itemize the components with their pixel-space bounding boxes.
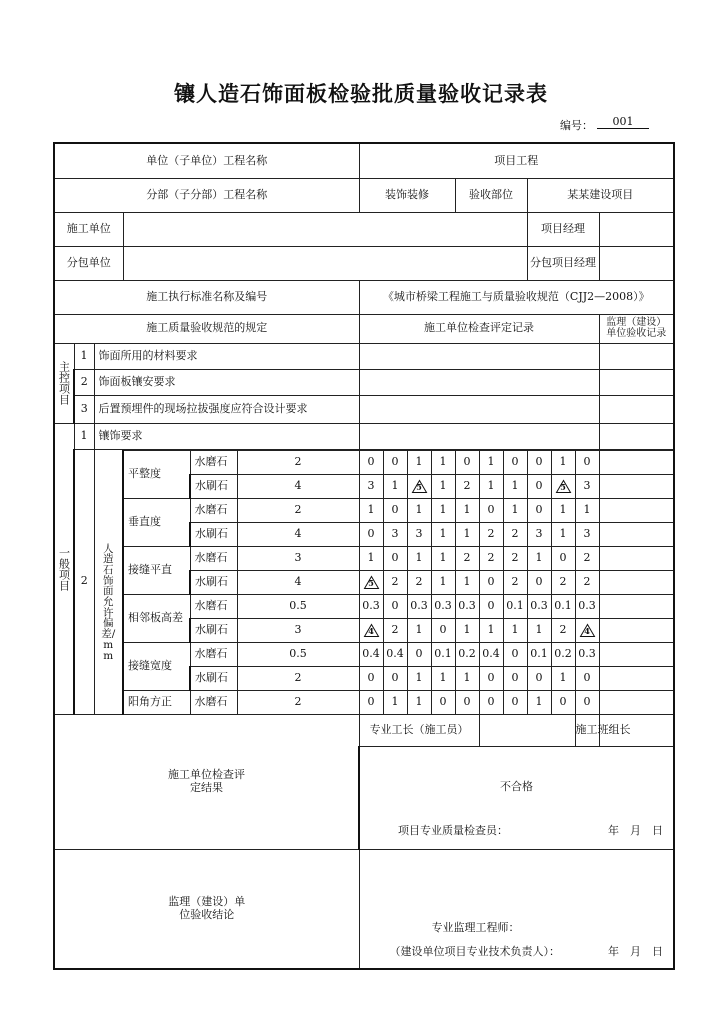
deviation-value: 1 <box>551 498 575 522</box>
deviation-value: 1 <box>431 522 455 546</box>
deviation-value: 5 <box>560 481 566 492</box>
deviation-supervision <box>599 450 674 474</box>
foreman-value <box>479 714 575 746</box>
warning-icon <box>556 480 571 493</box>
deviation-value: 0.4 <box>383 642 407 666</box>
deviation-value: 5 <box>368 577 374 588</box>
deviation-value: 3 <box>407 522 431 546</box>
pm-label: 项目经理 <box>527 212 599 246</box>
deviation-material: 水刷石 <box>190 474 237 498</box>
deviation-supervision <box>599 474 674 498</box>
deviation-value: 1 <box>383 690 407 714</box>
sub-name-label: 分部（子分部）工程名称 <box>54 178 359 212</box>
team-leader-text: 施工班组长 <box>575 722 631 736</box>
deviation-value: 2 <box>503 522 527 546</box>
deviation-value: 1 <box>359 498 383 522</box>
subcontractor-label: 分包单位 <box>54 246 123 280</box>
check-result-value: 不合格 <box>359 746 674 819</box>
deviation-value: 2 <box>575 570 599 594</box>
sub-pm-label: 分包项目经理 <box>527 246 599 280</box>
deviation-material: 水刷石 <box>190 522 237 546</box>
deviation-value: 1 <box>527 618 551 642</box>
deviation-value: 0.1 <box>503 594 527 618</box>
deviation-value: 1 <box>455 570 479 594</box>
deviation-allowance: 3 <box>237 546 359 570</box>
deviation-value: 2 <box>479 522 503 546</box>
general-item-1-supervision <box>599 423 674 449</box>
supervision-conclusion <box>359 849 674 969</box>
deviation-value: 0 <box>383 498 407 522</box>
deviation-value: 0.3 <box>575 594 599 618</box>
deviation-value: 0 <box>479 690 503 714</box>
deviation-supervision <box>599 642 674 666</box>
deviation-value: 0.4 <box>479 642 503 666</box>
general-item-1-text: 镶饰要求 <box>94 423 359 449</box>
deviation-supervision <box>599 570 674 594</box>
deviation-value: 0 <box>479 666 503 690</box>
deviation-value: 0 <box>383 450 407 474</box>
deviation-value: 3 <box>575 474 599 498</box>
deviation-value: 0.2 <box>551 642 575 666</box>
general-text: 一般项目 <box>57 546 71 591</box>
check-result-text: 施工单位检查评定结果 <box>168 767 246 794</box>
deviation-supervision <box>599 522 674 546</box>
deviation-value: 3 <box>575 522 599 546</box>
deviation-supervision <box>599 666 674 690</box>
supervision-label <box>54 849 359 969</box>
deviation-row <box>54 546 674 570</box>
deviation-value: 1 <box>407 450 431 474</box>
deviation-row <box>54 594 674 618</box>
main-item-2-no: 2 <box>74 369 94 395</box>
deviation-allowance: 3 <box>237 618 359 642</box>
deviation-value: 1 <box>455 666 479 690</box>
deviation-value: 2 <box>503 570 527 594</box>
deviation-value: 0 <box>479 594 503 618</box>
deviation-material: 水刷石 <box>190 618 237 642</box>
deviation-material: 水刷石 <box>190 666 237 690</box>
deviation-value: 1 <box>455 522 479 546</box>
contractor-label: 施工单位 <box>54 212 123 246</box>
deviation-value: 0 <box>383 666 407 690</box>
main-control-text: 主控项目 <box>57 361 71 405</box>
supervision-column-header <box>599 314 674 343</box>
deviation-value: 4 <box>368 625 374 636</box>
deviation-allowance: 2 <box>237 498 359 522</box>
main-item-3-supervision <box>599 395 674 423</box>
foreman-label: 专业工长（施工员） <box>359 714 479 746</box>
deviation-value-warning <box>359 618 383 642</box>
deviation-value: 0 <box>479 570 503 594</box>
general-item-1-no: 1 <box>74 423 94 449</box>
engineer-label: 专业监理工程师： <box>431 920 520 934</box>
deviation-value: 0 <box>527 474 551 498</box>
deviation-group: 相邻板高差 <box>123 594 190 642</box>
deviation-value: 0 <box>359 666 383 690</box>
deviation-group: 接缝宽度 <box>123 642 190 690</box>
deviation-value: 1 <box>527 546 551 570</box>
deviation-value-warning <box>575 618 599 642</box>
date-label-2: 年 月 日 <box>608 944 664 958</box>
subcontractor-value <box>123 246 527 280</box>
owner-label: （建设单位项目专业技术负责人）： <box>389 944 561 958</box>
warning-icon <box>364 576 379 589</box>
deviation-allowance: 4 <box>237 570 359 594</box>
deviation-value: 1 <box>551 522 575 546</box>
deviation-value: 1 <box>479 450 503 474</box>
deviation-value: 0 <box>575 666 599 690</box>
main-item-1-supervision <box>599 343 674 369</box>
deviation-material: 水磨石 <box>190 690 237 714</box>
deviation-value: 1 <box>431 666 455 690</box>
deviation-supervision <box>599 618 674 642</box>
deviation-value: 1 <box>407 690 431 714</box>
number-value: 001 <box>597 115 649 129</box>
deviation-value: 0.3 <box>359 594 383 618</box>
accept-part-label: 验收部位 <box>455 178 527 212</box>
page-title: 镶人造石饰面板检验批质量验收记录表 <box>174 82 548 106</box>
accept-part-value: 某某建设项目 <box>527 178 674 212</box>
main-item-1-text: 饰面所用的材料要求 <box>94 343 359 369</box>
deviation-value: 1 <box>407 618 431 642</box>
deviation-value: 1 <box>503 498 527 522</box>
deviation-value: 1 <box>407 498 431 522</box>
deviation-value: 0 <box>503 666 527 690</box>
deviation-value: 0 <box>527 450 551 474</box>
deviation-value: 1 <box>431 450 455 474</box>
deviation-value: 0 <box>383 594 407 618</box>
deviation-value: 1 <box>431 570 455 594</box>
supervision-header-line1: 监理（建设） <box>606 317 667 328</box>
deviation-allowance: 2 <box>237 450 359 474</box>
deviation-value: 0 <box>359 522 383 546</box>
main-item-2-text: 饰面板镶安要求 <box>94 369 359 395</box>
main-item-3-record <box>359 395 599 423</box>
main-item-3-no: 3 <box>74 395 94 423</box>
main-item-1-no: 1 <box>74 343 94 369</box>
general-label <box>54 423 74 714</box>
standard-value: 《城市桥梁工程施工与质量验收规范（CJJ2—2008）》 <box>359 280 674 314</box>
deviation-supervision <box>599 690 674 714</box>
deviation-value: 2 <box>455 546 479 570</box>
deviation-supervision <box>599 594 674 618</box>
deviation-value: 1 <box>431 498 455 522</box>
deviation-allowance: 4 <box>237 522 359 546</box>
deviation-value: 0 <box>503 450 527 474</box>
deviation-material: 水磨石 <box>190 642 237 666</box>
general-item-2-label <box>94 449 123 714</box>
deviation-value: 1 <box>575 498 599 522</box>
deviation-value: 0 <box>359 450 383 474</box>
deviation-value: 0 <box>479 498 503 522</box>
deviation-value: 0 <box>551 546 575 570</box>
deviation-value: 1 <box>455 498 479 522</box>
unit-name-label: 单位（子单位）工程名称 <box>54 143 359 178</box>
deviation-value: 0 <box>455 450 479 474</box>
deviation-value: 1 <box>503 474 527 498</box>
deviation-value: 0 <box>455 690 479 714</box>
deviation-value: 0 <box>575 450 599 474</box>
deviation-value: 2 <box>551 570 575 594</box>
warning-icon <box>412 480 427 493</box>
team-leader-label <box>575 714 631 746</box>
deviation-row <box>54 690 674 714</box>
deviation-value: 2 <box>407 570 431 594</box>
deviation-value: 0 <box>551 690 575 714</box>
deviation-value: 2 <box>383 618 407 642</box>
deviation-value-warning <box>551 474 575 498</box>
supervision-text: 监理（建设）单位验收结论 <box>168 894 246 921</box>
deviation-value: 2 <box>503 546 527 570</box>
deviation-value: 2 <box>479 546 503 570</box>
deviation-value: 1 <box>407 546 431 570</box>
deviation-value: 3 <box>527 522 551 546</box>
deviation-value: 1 <box>479 474 503 498</box>
deviation-supervision <box>599 498 674 522</box>
deviation-value: 2 <box>575 546 599 570</box>
general-item-1-record <box>359 423 599 449</box>
deviation-allowance: 2 <box>237 666 359 690</box>
deviation-material: 水刷石 <box>190 570 237 594</box>
deviation-value: 1 <box>359 546 383 570</box>
sub-pm-value <box>599 246 674 280</box>
deviation-material: 水磨石 <box>190 546 237 570</box>
deviation-value: 0 <box>359 690 383 714</box>
deviation-value: 0 <box>503 690 527 714</box>
deviation-value: 2 <box>455 474 479 498</box>
deviation-value: 4 <box>584 625 590 636</box>
deviation-value: 2 <box>383 570 407 594</box>
general-item-2-no: 2 <box>74 449 94 714</box>
deviation-supervision <box>599 546 674 570</box>
supervision-header-line2: 单位验收记录 <box>606 327 667 339</box>
deviation-material: 水磨石 <box>190 594 237 618</box>
spec-column-header: 施工质量验收规范的规定 <box>54 314 359 343</box>
deviation-value: 0 <box>575 690 599 714</box>
deviation-row <box>54 498 674 522</box>
deviation-value: 0.3 <box>407 594 431 618</box>
deviation-value: 3 <box>383 522 407 546</box>
deviation-value-warning <box>407 474 431 498</box>
main-control-label <box>54 343 74 423</box>
standard-label: 施工执行标准名称及编号 <box>54 280 359 314</box>
deviation-value: 2 <box>551 618 575 642</box>
date-label: 年 月 日 <box>608 823 664 837</box>
deviation-value: 3 <box>359 474 383 498</box>
check-result-label <box>54 714 359 849</box>
deviation-value: 0.2 <box>455 642 479 666</box>
pm-value <box>599 212 674 246</box>
deviation-material: 水磨石 <box>190 498 237 522</box>
deviation-value: 0.3 <box>575 642 599 666</box>
deviation-value: 1 <box>431 546 455 570</box>
deviation-allowance: 0.5 <box>237 642 359 666</box>
general-item-2-text: 人造石饰面允许偏差/mm <box>101 542 116 662</box>
inspector-row <box>359 819 674 850</box>
deviation-value: 0 <box>383 546 407 570</box>
deviation-value: 0 <box>527 666 551 690</box>
sub-name-value: 装饰装修 <box>359 178 455 212</box>
deviation-value: 0 <box>431 618 455 642</box>
deviation-allowance: 0.5 <box>237 594 359 618</box>
deviation-value: 1 <box>479 618 503 642</box>
deviation-value: 1 <box>551 666 575 690</box>
deviation-material: 水磨石 <box>190 450 237 474</box>
warning-icon <box>364 624 379 637</box>
deviation-value: 0.1 <box>431 642 455 666</box>
deviation-value-warning <box>359 570 383 594</box>
deviation-group: 垂直度 <box>123 498 190 546</box>
record-column-header: 施工单位检查评定记录 <box>359 314 599 343</box>
deviation-value: 0 <box>527 498 551 522</box>
deviation-value: 1 <box>455 618 479 642</box>
deviation-value: 0.1 <box>527 642 551 666</box>
unit-name-value: 项目工程 <box>359 143 674 178</box>
deviation-value: 0 <box>431 690 455 714</box>
deviation-allowance: 2 <box>237 690 359 714</box>
deviation-value: 1 <box>383 474 407 498</box>
deviation-allowance: 4 <box>237 474 359 498</box>
deviation-value: 1 <box>407 666 431 690</box>
deviation-value: 1 <box>431 474 455 498</box>
deviation-group: 阳角方正 <box>123 690 190 714</box>
deviation-row <box>54 642 674 666</box>
deviation-value: 0.1 <box>551 594 575 618</box>
deviation-value: 1 <box>551 450 575 474</box>
deviation-value: 0 <box>503 642 527 666</box>
deviation-value: 0.3 <box>431 594 455 618</box>
deviation-value: 0.3 <box>455 594 479 618</box>
number-label: 编号： <box>560 119 593 132</box>
main-item-2-record <box>359 369 599 395</box>
deviation-group: 接缝平直 <box>123 546 190 594</box>
deviation-value: 0.3 <box>527 594 551 618</box>
contractor-value <box>123 212 527 246</box>
deviation-value: 0 <box>407 642 431 666</box>
inspector-label: 项目专业质量检查员： <box>398 823 509 837</box>
deviation-value: 0.4 <box>359 642 383 666</box>
warning-icon <box>580 624 595 637</box>
main-item-2-supervision <box>599 369 674 395</box>
deviation-row <box>54 450 674 474</box>
deviation-group: 平整度 <box>123 450 190 498</box>
deviation-value: 1 <box>527 690 551 714</box>
main-item-3-text: 后置预埋件的现场拉拔强度应符合设计要求 <box>94 395 359 423</box>
deviation-value: 0 <box>527 570 551 594</box>
deviation-value: 5 <box>416 481 422 492</box>
deviation-value: 1 <box>503 618 527 642</box>
inspection-table <box>53 142 675 970</box>
main-item-1-record <box>359 343 599 369</box>
